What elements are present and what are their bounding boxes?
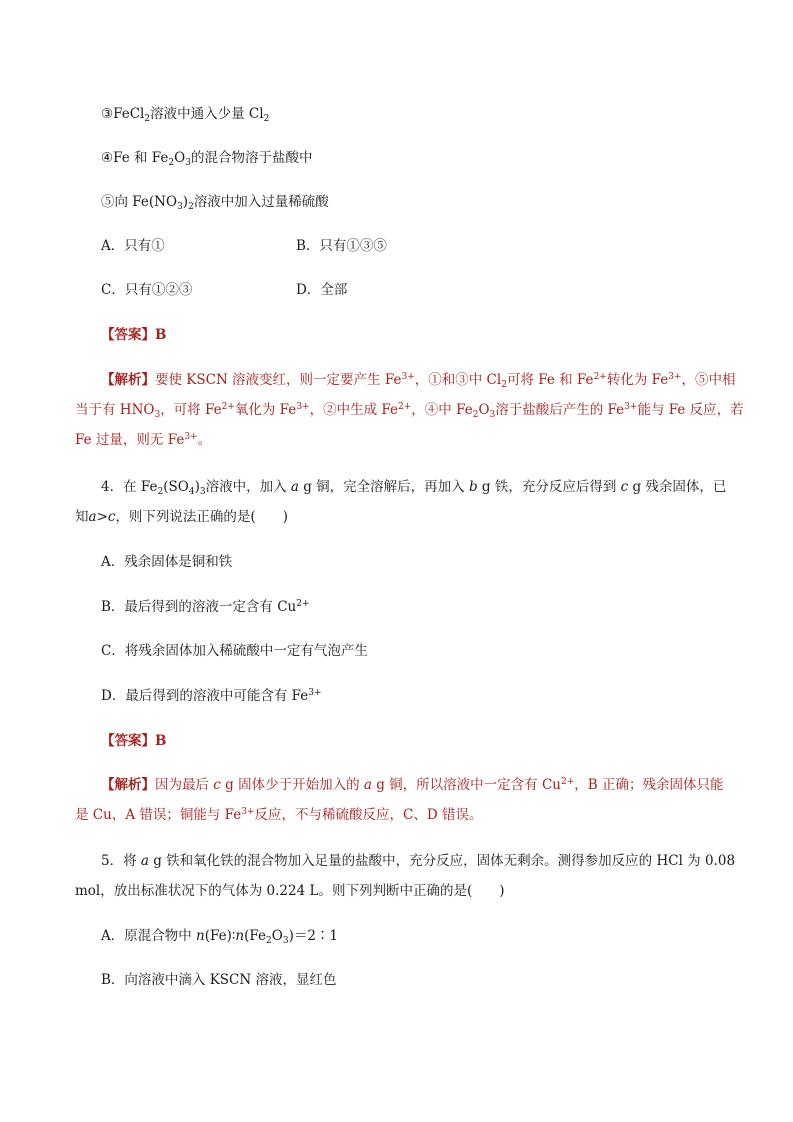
q5-stem-line-1: 5．将 a g 铁和氧化铁的混合物加入足量的盐酸中，充分反应，固体无剩余。测得参加反应的 HCl 为 0.08 [101,853,736,869]
q4-option-a: A．残余固体是铜和铁 [101,554,233,570]
item-4: ④Fe 和 $Fe_2O_3$的混合物溶于盐酸中 [101,150,313,168]
q4-stem-line-2: 知a>c，则下列说法正确的是( ) [75,509,288,525]
q3-analysis-line-3: Fe 过量，则无 $Fe^{3+}$。 [75,432,212,448]
q5-option-a: A．原混合物中 $n(Fe)∶n(Fe_2O_3)=2∶1$ [101,928,339,946]
q3-option-b: B．只有①③⑤ [296,238,387,254]
q3-analysis-line-1: 【解析】要使 KSCN 溶液变红，则一定要产生 $Fe^{3+}$，①和③中 $Cl_2$可将 Fe 和 $Fe^{2+}$转化为 $Fe^{3+}$，⑤中相 [101,372,736,390]
q4-option-d: D．最后得到的溶液中可能含有 $Fe^{3+}$ [101,688,322,704]
q3-option-d: D．全部 [296,282,348,298]
q4-analysis-line-1: 【解析】因为最后 c g 固体少于开始加入的 a g 铜，所以溶液中一定含有 $Cu^{2+}$，B 正确；残余固体只能 [101,777,724,793]
q4-analysis-line-2: 是 Cu，A 错误；铜能与 $Fe^{3+}$反应，不与稀硫酸反应，C、D 错误。 [75,807,483,823]
q4-stem-line-1: 4．在 $Fe_2(SO_4)_3$溶液中，加入 a g 铜，完全溶解后，再加入 b g 铁，充分反应后得到 c g 残余固体，已 [101,479,727,497]
q5-stem-line-2: mol，放出标准状况下的气体为 0.224 L。则下列判断中正确的是( ) [75,883,505,899]
q5-option-b: B．向溶液中滴入 KSCN 溶液，显红色 [101,972,337,988]
q4-option-c: C．将残余固体加入稀硫酸中一定有气泡产生 [101,643,368,659]
q3-analysis-line-2: 当于有 $HNO_3$，可将 $Fe^{2+}$氧化为 $Fe^{3+}$，②中生成 $Fe^{2+}$，④中 $Fe_2O_3$溶于盐酸后产生的 $Fe^{3+}$能与 Fe 反应，若 [75,402,744,420]
q3-option-c: C．只有①②③ [101,282,193,298]
q3-option-a: A．只有① [101,238,165,254]
q4-answer: 【答案】B [101,733,167,749]
item-3: ③FeCl$_2$溶液中通入少量 $Cl_2$ [101,106,270,124]
item-5: ⑤向 $Fe(NO_3)_2$溶液中加入过量稀硫酸 [101,194,329,212]
q3-answer: 【答案】B [101,327,167,343]
q4-option-b: B．最后得到的溶液一定含有 $Cu^{2+}$ [101,599,310,615]
